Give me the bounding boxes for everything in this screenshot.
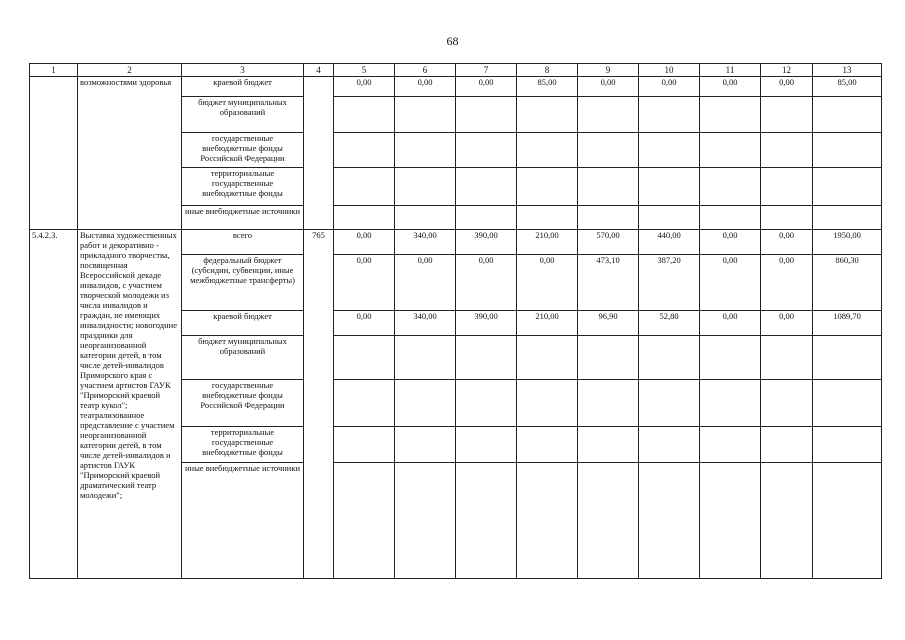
header-cell: 9 (578, 64, 639, 77)
measure-name: Выставка художественных работ и декоративно - прикладного творчества, посвященная Всероссийской декаде инвалидов, с участием творческой молодежи из числа инвалидов и граждан, не имеющих инвалидности; новогодние праздники для неорганизованной категории детей, в том числе детей-инвалидов Приморского края с участием артистов ГАУК "Приморский краевой театр кукол"; театрализованное представление с участием неорганизованной категории детей, в том числе детей-инвалидов и артистов ГАУК "Приморский краевой драматический театр молодежи"; (78, 230, 182, 579)
value-cell: 0,00 (700, 255, 761, 311)
source-cell: краевой бюджет (182, 77, 304, 97)
header-cell: 12 (761, 64, 813, 77)
value-cell: 210,00 (517, 311, 578, 336)
header-cell: 4 (304, 64, 334, 77)
header-cell: 8 (517, 64, 578, 77)
value-cell: 1089,70 (813, 311, 882, 336)
value-cell: 96,90 (578, 311, 639, 336)
value-cell: 473,10 (578, 255, 639, 311)
value-cell: 0,00 (761, 311, 813, 336)
source-cell: бюджет муниципальных образований (182, 336, 304, 380)
value-cell: 390,00 (456, 311, 517, 336)
value-cell: 210,00 (517, 230, 578, 255)
header-cell: 2 (78, 64, 182, 77)
value-cell: 0,00 (395, 77, 456, 97)
value-cell: 0,00 (334, 311, 395, 336)
header-cell: 1 (30, 64, 78, 77)
measure-name: возможностями здоровья (78, 77, 182, 230)
value-cell: 85,00 (813, 77, 882, 97)
grbs-cell (304, 77, 334, 230)
value-cell: 0,00 (700, 77, 761, 97)
value-cell: 85,00 (517, 77, 578, 97)
value-cell: 860,30 (813, 255, 882, 311)
value-cell: 0,00 (334, 77, 395, 97)
value-cell: 340,00 (395, 311, 456, 336)
measure-code: 5.4.2.3. (30, 230, 78, 579)
value-cell: 0,00 (456, 77, 517, 97)
grbs-code: 765 (304, 230, 334, 579)
header-cell: 13 (813, 64, 882, 77)
source-cell: бюджет муниципальных образований (182, 97, 304, 133)
value-cell: 570,00 (578, 230, 639, 255)
header-cell: 6 (395, 64, 456, 77)
source-cell: государственные внебюджетные фонды Российской Федерации (182, 133, 304, 168)
source-cell: территориальные государственные внебюджетные фонды (182, 168, 304, 206)
source-cell: всего (182, 230, 304, 255)
value-cell: 0,00 (395, 255, 456, 311)
source-cell: краевой бюджет (182, 311, 304, 336)
header-cell: 11 (700, 64, 761, 77)
header-row (30, 64, 882, 77)
value-cell: 440,00 (639, 230, 700, 255)
value-cell: 387,20 (639, 255, 700, 311)
value-cell: 0,00 (456, 255, 517, 311)
header-cell: 5 (334, 64, 395, 77)
value-cell: 390,00 (456, 230, 517, 255)
value-cell: 0,00 (334, 255, 395, 311)
value-cell: 340,00 (395, 230, 456, 255)
value-cell: 1950,00 (813, 230, 882, 255)
source-cell: иные внебюджетные источники (182, 206, 304, 230)
page-number: 68 (446, 34, 459, 48)
table-row (30, 230, 882, 255)
value-cell: 0,00 (700, 230, 761, 255)
code-cell (30, 77, 78, 230)
table-row (30, 77, 882, 97)
source-cell: иные внебюджетные источники (182, 463, 304, 579)
header-cell: 7 (456, 64, 517, 77)
value-cell: 0,00 (761, 77, 813, 97)
header-cell: 10 (639, 64, 700, 77)
value-cell: 0,00 (639, 77, 700, 97)
header-cell: 3 (182, 64, 304, 77)
value-cell: 0,00 (700, 311, 761, 336)
value-cell: 0,00 (761, 255, 813, 311)
source-cell: федеральный бюджет (субсидии, субвенции, иные межбюджетные трансферты) (182, 255, 304, 311)
value-cell: 0,00 (334, 230, 395, 255)
value-cell: 0,00 (761, 230, 813, 255)
value-cell: 0,00 (517, 255, 578, 311)
source-cell: территориальные государственные внебюджетные фонды (182, 427, 304, 463)
value-cell: 0,00 (578, 77, 639, 97)
budget-table (29, 63, 882, 579)
source-cell: государственные внебюджетные фонды Российской Федерации (182, 380, 304, 427)
value-cell: 52,80 (639, 311, 700, 336)
